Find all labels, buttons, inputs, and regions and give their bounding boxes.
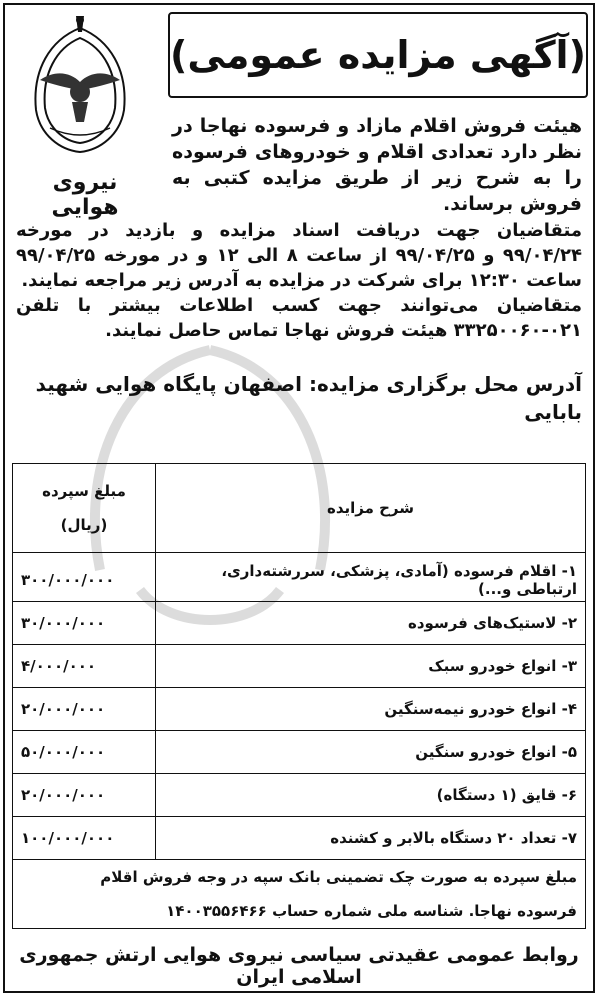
- visit-schedule-paragraph: متقاضیان جهت دریافت اسناد مزایده و بازدید در مورخه ۹۹/۰۴/۲۴ و ۹۹/۰۴/۲۵ از ساعت ۸ الی ۱۲ و در مورخه ۹۹/۰۴/۲۵ ساعت ۱۲:۳۰ برای شرکت در مزایده به آدرس زیر مراجعه نمایند.: [16, 220, 582, 291]
- header-deposit: [13, 464, 156, 553]
- footer-publisher: روابط عمومی عقیدتی سیاسی نیروی هوایی ارتش جمهوری اسلامی ایران: [19, 944, 579, 988]
- table-row: [13, 602, 586, 645]
- item-description: ۲- لاستیک‌های فرسوده: [156, 602, 586, 645]
- title-box: [168, 12, 588, 98]
- table-row: [13, 774, 586, 817]
- auction-items-table: [12, 463, 586, 929]
- venue-address: آدرس محل برگزاری مزایده: اصفهان پایگاه هوایی شهید بابایی: [35, 372, 582, 424]
- intro-paragraph: هیئت فروش اقلام مازاد و فرسوده نهاجا در نظر دارد تعدادی اقلام و خودروهای فرسوده را به شرح زیر از طریق مزایده کتبی به فروش برساند.: [172, 115, 582, 215]
- table-row: [13, 731, 586, 774]
- item-deposit: ۳۰۰/۰۰۰/۰۰۰: [13, 553, 156, 602]
- item-description: ۴- انواع خودرو نیمه‌سنگین: [156, 688, 586, 731]
- item-deposit: ۱۰۰/۰۰۰/۰۰۰: [13, 817, 156, 860]
- item-deposit: ۵۰/۰۰۰/۰۰۰: [13, 731, 156, 774]
- item-deposit: ۴/۰۰۰/۰۰۰: [13, 645, 156, 688]
- deposit-note: [13, 860, 586, 929]
- item-deposit: ۲۰/۰۰۰/۰۰۰: [13, 774, 156, 817]
- item-description: ۷- تعداد ۲۰ دستگاه بالابر و کشنده: [156, 817, 586, 860]
- item-description: ۵- انواع خودرو سنگین: [156, 731, 586, 774]
- header-description: شرح مزایده: [156, 464, 586, 553]
- table-row: [13, 553, 586, 602]
- table-row: [13, 688, 586, 731]
- organization-name: نیروی هوایی: [51, 170, 119, 220]
- deposit-note-line-2: فرسوده نهاجا. شناسه ملی شماره حساب ۱۴۰۰۳۵۵۶۴۶۶: [166, 902, 577, 920]
- details-text: [16, 218, 582, 343]
- contact-paragraph: متقاضیان می‌توانند جهت کسب اطلاعات بیشتر با تلفن ۰۲۱-۳۳۲۵۰۰۶۰ هیئت فروش نهاجا تماس حاصل نمایند.: [16, 295, 582, 341]
- header-deposit-unit: (ریال): [60, 516, 108, 534]
- item-deposit: ۳۰/۰۰۰/۰۰۰: [13, 602, 156, 645]
- page-title: (آگهی مزایده عمومی): [170, 33, 586, 77]
- air-force-emblem-icon: [10, 10, 150, 160]
- deposit-note-line-1: مبلغ سپرده به صورت چک تضمینی بانک سپه در وجه فروش اقلام: [100, 868, 577, 886]
- table-row: [13, 645, 586, 688]
- header-deposit-label: مبلغ سپرده: [42, 482, 126, 500]
- item-description: ۱- اقلام فرسوده (آمادی، پزشکی، سررشته‌داری، ارتباطی و...): [156, 553, 586, 602]
- deposit-note-row: [13, 860, 586, 929]
- item-deposit: ۲۰/۰۰۰/۰۰۰: [13, 688, 156, 731]
- table-row: [13, 817, 586, 860]
- item-description: ۳- انواع خودرو سبک: [156, 645, 586, 688]
- item-description: ۶- قایق (۱ دستگاه): [156, 774, 586, 817]
